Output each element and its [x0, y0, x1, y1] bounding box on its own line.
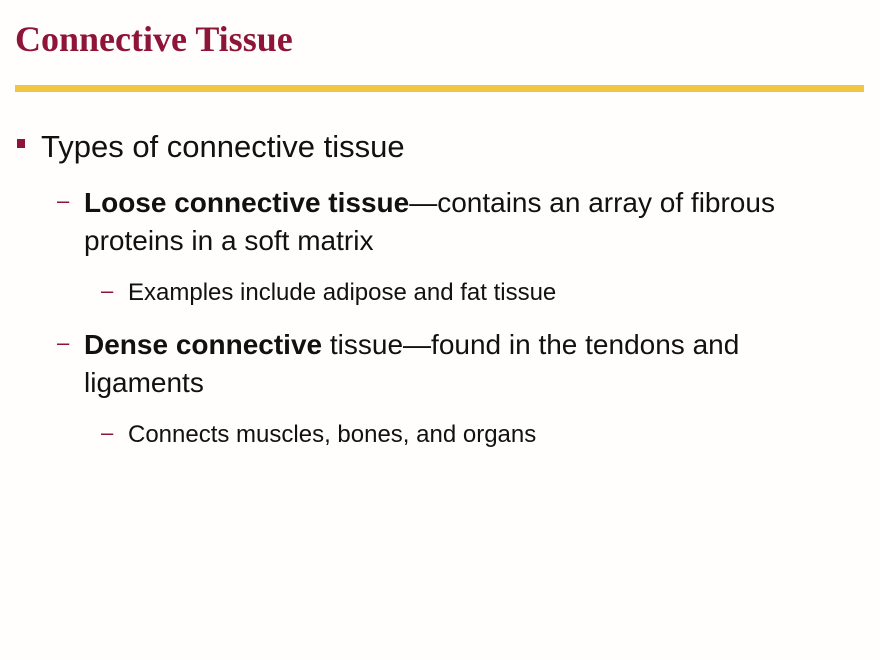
- desc-dense-connective: tissue—found in the tendons and ligaments: [84, 329, 740, 398]
- square-bullet-icon: [17, 139, 25, 148]
- title-divider: [15, 85, 864, 92]
- term-dense-connective: Dense connective: [84, 329, 323, 360]
- slide-title: Connective Tissue: [15, 19, 293, 59]
- sub-sub-bullet-examples: Examples include adipose and fat tissue: [128, 279, 557, 306]
- dash-bullet-icon: –: [57, 188, 70, 213]
- sub-bullet-dense: [84, 326, 804, 402]
- sub-sub-bullet-connects: Connects muscles, bones, and organs: [128, 421, 537, 448]
- dash-bullet-icon: –: [101, 278, 114, 303]
- sub-bullet-loose: [84, 184, 804, 260]
- dash-bullet-icon: –: [57, 330, 70, 355]
- desc-loose-connective-tissue: —contains an array of fibrous proteins in a soft matrix: [84, 187, 775, 256]
- dash-bullet-icon: –: [101, 420, 114, 445]
- term-loose-connective-tissue: Loose connective tissue: [84, 187, 410, 218]
- bullet-types-of-connective-tissue: Types of connective tissue: [41, 129, 405, 164]
